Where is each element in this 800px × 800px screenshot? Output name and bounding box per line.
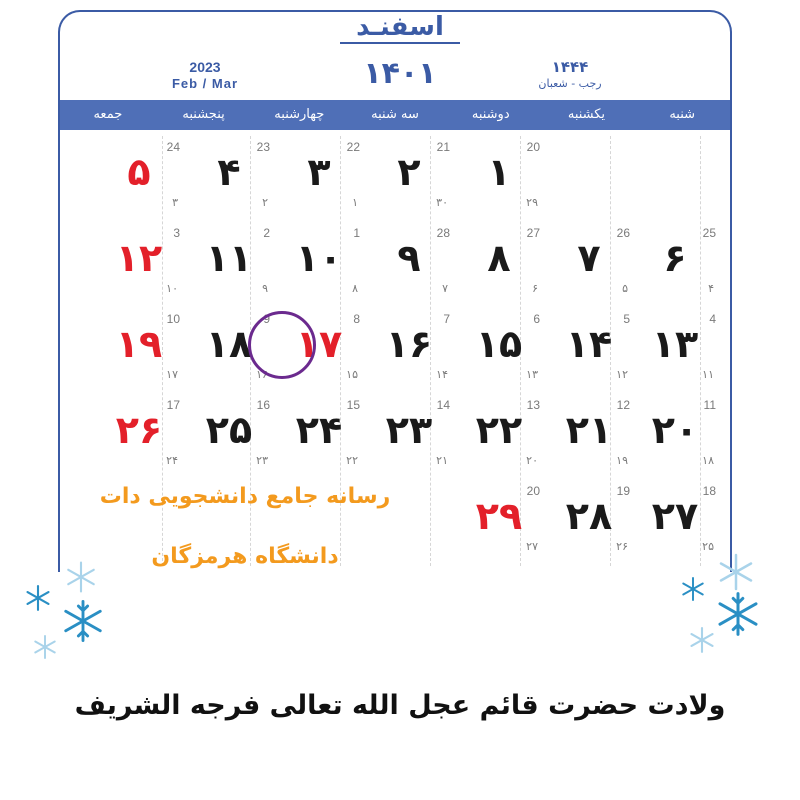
gregorian-day: 8 (353, 312, 360, 326)
gregorian-day: 5 (623, 312, 630, 326)
day-cell[interactable] (374, 308, 462, 392)
day-cell[interactable] (284, 394, 372, 478)
solar-day: ۱ (487, 150, 511, 194)
day-cell[interactable] (640, 222, 728, 306)
hijri-day: ۱۴ (436, 368, 448, 381)
day-cell[interactable] (194, 394, 282, 478)
hijri-day: ۲۲ (346, 454, 358, 467)
weekday-label: پنجشنبه (182, 107, 225, 122)
solar-day: ۱۰ (295, 236, 343, 280)
gregorian-day: 24 (166, 140, 180, 154)
gregorian-day: 13 (526, 398, 540, 412)
solar-day: ۲۰ (651, 408, 699, 452)
hijri-day: ۷ (442, 282, 448, 295)
day-cell[interactable] (640, 308, 728, 392)
gregorian-day: 28 (436, 226, 450, 240)
hijri-day: ۱۷ (166, 368, 178, 381)
solar-day: ۱۱ (205, 236, 253, 280)
solar-day: ۲۷ (651, 494, 699, 538)
month-title: اسفنـد (356, 12, 444, 42)
day-cell[interactable] (374, 222, 462, 306)
hijri-day: ۳ (172, 196, 178, 209)
solar-day: ۷ (577, 236, 601, 280)
brand-line-2: دانشگاه هرمزگان (151, 544, 339, 569)
hijri-day: ۵ (622, 282, 628, 295)
day-cell[interactable] (104, 136, 192, 220)
weekday-label: چهارشنبه (274, 107, 325, 122)
gregorian-day: 1 (353, 226, 360, 240)
day-cell[interactable] (464, 136, 552, 220)
snowflake-icon (680, 576, 706, 602)
day-cell[interactable] (554, 394, 642, 478)
solar-day: ۱۹ (115, 322, 163, 366)
hijri-day: ۴ (708, 282, 714, 295)
gregorian-day: 20 (526, 140, 540, 154)
hijri-day: ۲۵ (702, 540, 714, 553)
gregorian-day: 14 (436, 398, 450, 412)
day-cell[interactable] (284, 136, 372, 220)
gregorian-day: 12 (616, 398, 630, 412)
gregorian-day: 19 (616, 484, 630, 498)
solar-day: ۶ (663, 236, 687, 280)
day-cell[interactable] (104, 308, 192, 392)
hijri-months: رجب - شعبان (538, 77, 602, 90)
day-cell[interactable] (464, 394, 552, 478)
gregorian-day: 21 (436, 140, 450, 154)
solar-year: ۱۴۰۱ (363, 56, 437, 91)
brand-line-1: رسانه جامع دانشجویی دات (99, 484, 391, 509)
weekday-label: یکشنبه (567, 107, 606, 122)
weekday-header (60, 100, 730, 130)
solar-day: ۲۹ (475, 494, 523, 538)
hijri-day: ۸ (352, 282, 358, 295)
day-cell[interactable] (374, 394, 462, 478)
solar-day: ۱۶ (385, 322, 433, 366)
solar-day: ۲۴ (295, 408, 343, 452)
gregorian-day: 3 (173, 226, 180, 240)
snowflake-icon (688, 626, 716, 654)
day-cell[interactable] (194, 222, 282, 306)
gregorian-day: 20 (526, 484, 540, 498)
hijri-day: ۲ (262, 196, 268, 209)
solar-day: ۲۸ (565, 494, 613, 538)
hijri-year: ۱۴۴۴ (551, 58, 589, 76)
hijri-day: ۱۱ (702, 368, 714, 381)
day-cell[interactable] (640, 394, 728, 478)
solar-day: ۱۴ (565, 322, 613, 366)
day-cell[interactable] (554, 480, 642, 564)
solar-day: ۴ (217, 150, 241, 194)
solar-day: ۱۵ (475, 322, 523, 366)
hijri-day: ۹ (262, 282, 268, 295)
day-cell[interactable] (554, 222, 642, 306)
day-cell[interactable] (554, 308, 642, 392)
hijri-day: ۲۰ (526, 454, 538, 467)
gregorian-day: 22 (346, 140, 360, 154)
gregorian-day: 15 (346, 398, 360, 412)
snowflake-icon (714, 590, 762, 638)
snowflake-icon (716, 552, 756, 592)
gregorian-day: 11 (703, 398, 716, 412)
solar-day: ۱۳ (651, 322, 699, 366)
snowflake-icon (64, 560, 98, 594)
gregorian-day: 17 (166, 398, 180, 412)
day-cell[interactable] (284, 222, 372, 306)
solar-day: ۸ (487, 236, 511, 280)
solar-day: ۳ (307, 150, 331, 194)
hijri-day: ۱ (352, 196, 358, 209)
gregorian-year: 2023 (189, 59, 221, 75)
hijri-day: ۱۵ (346, 368, 358, 381)
gregorian-day: 25 (702, 226, 716, 240)
solar-day: ۱۸ (205, 322, 253, 366)
solar-day: ۲۱ (565, 408, 613, 452)
day-cell[interactable] (104, 394, 192, 478)
hijri-day: ۳۰ (436, 196, 448, 209)
snowflake-icon (24, 584, 52, 612)
day-cell[interactable] (374, 136, 462, 220)
weekday-label: دوشنبه (471, 107, 510, 122)
today-circle (248, 311, 316, 379)
gregorian-day: 18 (702, 484, 716, 498)
gregorian-day: 4 (709, 312, 716, 326)
day-cell[interactable] (104, 222, 192, 306)
gregorian-day: 16 (256, 398, 270, 412)
solar-day: ۵ (127, 150, 151, 194)
hijri-day: ۶ (532, 282, 538, 295)
hijri-day: ۲۹ (526, 196, 538, 209)
solar-day: ۱۲ (115, 236, 163, 280)
solar-day: ۲۳ (385, 408, 433, 452)
occasion-title: ولادت حضرت قائم عجل الله تعالی فرجه الشریف (74, 690, 726, 721)
gregorian-months: Feb / Mar (171, 76, 239, 91)
gregorian-day: 9 (263, 312, 270, 326)
gregorian-day: 7 (443, 312, 450, 326)
gregorian-day: 10 (166, 312, 180, 326)
solar-day: ۲۵ (205, 408, 253, 452)
gregorian-day: 26 (616, 226, 630, 240)
day-cell[interactable] (194, 136, 282, 220)
day-cell[interactable] (464, 222, 552, 306)
day-cell[interactable] (640, 480, 728, 564)
solar-day: ۲ (397, 150, 421, 194)
snowflake-icon (32, 634, 58, 660)
hijri-day: ۲۶ (616, 540, 628, 553)
gregorian-day: 6 (533, 312, 540, 326)
weekday-label: شنبه (669, 107, 696, 122)
solar-day: ۲۶ (115, 408, 163, 452)
gregorian-day: 2 (263, 226, 270, 240)
weekday-label: جمعه (93, 107, 123, 122)
hijri-day: ۱۰ (166, 282, 178, 295)
hijri-day: ۱۶ (256, 368, 268, 381)
day-cell[interactable] (464, 480, 552, 564)
hijri-day: ۱۲ (616, 368, 628, 381)
gregorian-day: 23 (256, 140, 270, 154)
hijri-day: ۲۴ (166, 454, 178, 467)
hijri-day: ۲۳ (256, 454, 268, 467)
hijri-day: ۲۷ (526, 540, 538, 553)
hijri-day: ۱۳ (526, 368, 538, 381)
solar-day: ۱۷ (295, 322, 343, 366)
day-cell[interactable] (464, 308, 552, 392)
hijri-day: ۱۹ (616, 454, 628, 467)
weekday-label: سه شنبه (371, 107, 419, 122)
solar-day: ۹ (397, 236, 421, 280)
snowflake-icon (60, 598, 106, 644)
gregorian-day: 27 (526, 226, 540, 240)
hijri-day: ۲۱ (436, 454, 448, 467)
hijri-day: ۱۸ (702, 454, 714, 467)
solar-day: ۲۲ (475, 408, 523, 452)
title-underline (340, 42, 460, 44)
